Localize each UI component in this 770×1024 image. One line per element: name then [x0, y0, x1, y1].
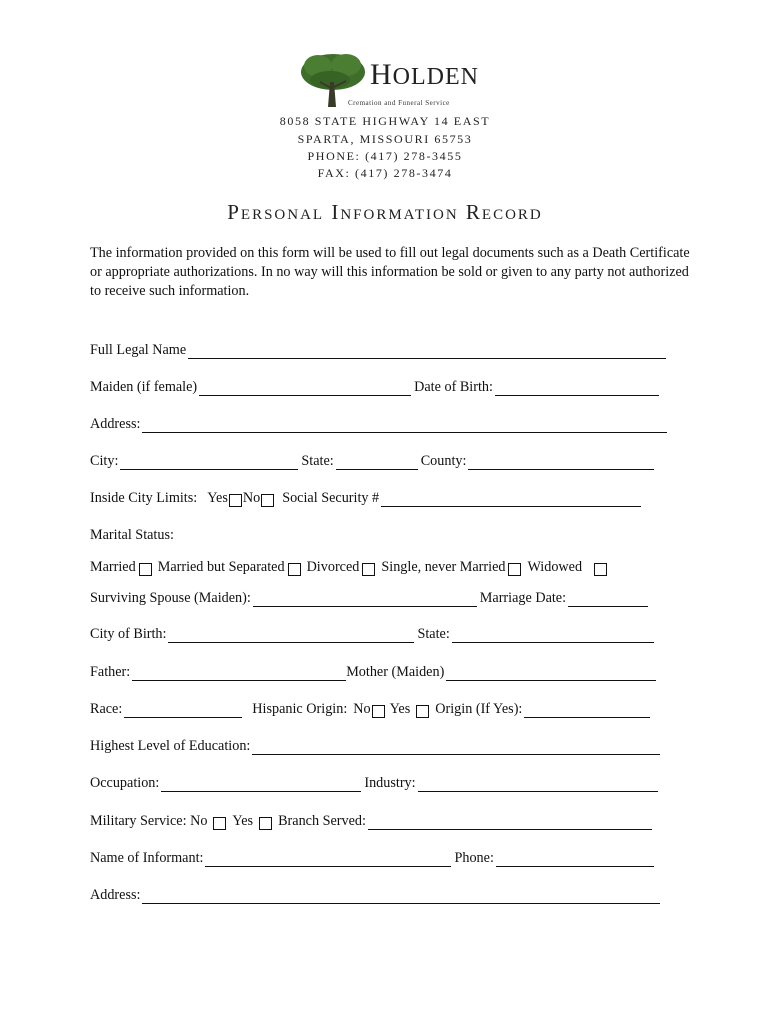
label-occupation: Occupation:: [90, 775, 160, 791]
state-field[interactable]: [336, 455, 418, 470]
row-military: [90, 813, 655, 830]
informant-address-field[interactable]: [142, 889, 660, 904]
widowed-checkbox[interactable]: [594, 563, 607, 576]
birth-state-field[interactable]: [452, 628, 654, 643]
label-dob: Date of Birth:: [414, 379, 493, 395]
mother-field[interactable]: [446, 666, 656, 681]
label-hispanic-origin: Hispanic Origin:: [252, 701, 348, 717]
row-marital-status-heading: [90, 527, 174, 544]
label-inside-city-limits: Inside City Limits:: [90, 490, 198, 506]
row-full-name: [90, 342, 669, 359]
label-city-limits-yes: Yes: [207, 490, 228, 506]
label-informant-address: Address:: [90, 887, 141, 903]
label-single: Single, never Married: [381, 559, 506, 575]
fax-line: FAX: (417) 278-3474: [317, 166, 453, 180]
brand-name: HOLDEN: [370, 58, 479, 91]
intro-paragraph: The information provided on this form will be used to fill out legal documents such as a Death Certificate or appropriate authorizations. In no way will this information be sold or given to any party not authorized to receive such information.: [90, 245, 690, 299]
ssn-field[interactable]: [381, 492, 641, 507]
city-field[interactable]: [120, 455, 298, 470]
label-widowed: Widowed: [527, 559, 583, 575]
address-line-1: 8058 STATE HIGHWAY 14 EAST: [279, 114, 491, 128]
label-married: Married: [90, 559, 136, 575]
label-county: County:: [420, 453, 467, 469]
row-education: [90, 738, 663, 755]
address-line-2: SPARTA, MISSOURI 65753: [297, 132, 473, 146]
row-city-limits-ssn: [90, 490, 644, 507]
label-informant: Name of Informant:: [90, 850, 204, 866]
label-marriage-date: Marriage Date:: [479, 590, 567, 606]
row-occupation: [90, 775, 661, 792]
row-race: [90, 701, 653, 718]
row-city-state-county: [90, 453, 657, 470]
label-education: Highest Level of Education:: [90, 738, 251, 754]
label-city-limits-no: No: [242, 490, 261, 506]
label-ssn: Social Security #: [282, 490, 380, 506]
hispanic-no-checkbox[interactable]: [372, 705, 385, 718]
county-field[interactable]: [468, 455, 654, 470]
race-field[interactable]: [124, 703, 242, 718]
married-checkbox[interactable]: [139, 563, 152, 576]
label-full-legal-name: Full Legal Name: [90, 342, 187, 358]
city-of-birth-field[interactable]: [168, 628, 414, 643]
label-maiden: Maiden (if female): [90, 379, 198, 395]
row-informant-address: [90, 887, 663, 904]
label-origin-if-yes: Origin (If Yes):: [435, 701, 523, 717]
row-parents: [90, 664, 659, 681]
father-field[interactable]: [132, 666, 346, 681]
label-marital-status: Marital Status:: [90, 527, 174, 543]
education-field[interactable]: [252, 740, 660, 755]
label-address: Address:: [90, 416, 141, 432]
label-branch: Branch Served:: [278, 813, 366, 829]
label-surviving-spouse: Surviving Spouse (Maiden):: [90, 590, 251, 606]
industry-field[interactable]: [418, 777, 658, 792]
phone-field[interactable]: [496, 852, 654, 867]
hispanic-yes-checkbox[interactable]: [416, 705, 429, 718]
label-hispanic-yes: Yes: [389, 701, 411, 717]
label-mother: Mother (Maiden): [346, 664, 445, 680]
divorced-checkbox[interactable]: [362, 563, 375, 576]
informant-field[interactable]: [205, 852, 451, 867]
label-married-separated: Married but Separated: [157, 559, 285, 575]
label-state: State:: [301, 453, 334, 469]
single-checkbox[interactable]: [508, 563, 521, 576]
label-city-of-birth: City of Birth:: [90, 626, 167, 642]
surviving-spouse-field[interactable]: [253, 592, 477, 607]
city-limits-no-checkbox[interactable]: [261, 494, 274, 507]
origin-field[interactable]: [524, 703, 650, 718]
city-limits-yes-checkbox[interactable]: [229, 494, 242, 507]
row-marital-options: [90, 559, 613, 576]
label-birth-state: State:: [417, 626, 450, 642]
address-field[interactable]: [142, 418, 667, 433]
company-logo: [300, 52, 480, 112]
label-father: Father:: [90, 664, 131, 680]
label-industry: Industry:: [364, 775, 416, 791]
label-phone: Phone:: [454, 850, 494, 866]
dob-field[interactable]: [495, 381, 659, 396]
label-military-no: Military Service: No: [90, 813, 208, 829]
label-hispanic-no: No: [353, 701, 371, 717]
label-race: Race:: [90, 701, 123, 717]
military-yes-checkbox[interactable]: [259, 817, 272, 830]
label-divorced: Divorced: [306, 559, 360, 575]
row-informant: [90, 850, 657, 867]
row-birth-place: [90, 626, 657, 643]
occupation-field[interactable]: [161, 777, 361, 792]
row-spouse: [90, 590, 651, 607]
page-title: Personal Information Record: [227, 200, 543, 224]
military-no-checkbox[interactable]: [213, 817, 226, 830]
brand-tagline: Cremation and Funeral Service: [348, 99, 450, 107]
branch-field[interactable]: [368, 815, 652, 830]
label-military-yes: Yes: [232, 813, 254, 829]
row-address: [90, 416, 670, 433]
full-legal-name-field[interactable]: [188, 344, 666, 359]
marriage-date-field[interactable]: [568, 592, 648, 607]
label-city: City:: [90, 453, 119, 469]
phone-line: PHONE: (417) 278-3455: [307, 149, 463, 163]
row-maiden: [90, 379, 662, 396]
married-separated-checkbox[interactable]: [288, 563, 301, 576]
maiden-field[interactable]: [199, 381, 411, 396]
